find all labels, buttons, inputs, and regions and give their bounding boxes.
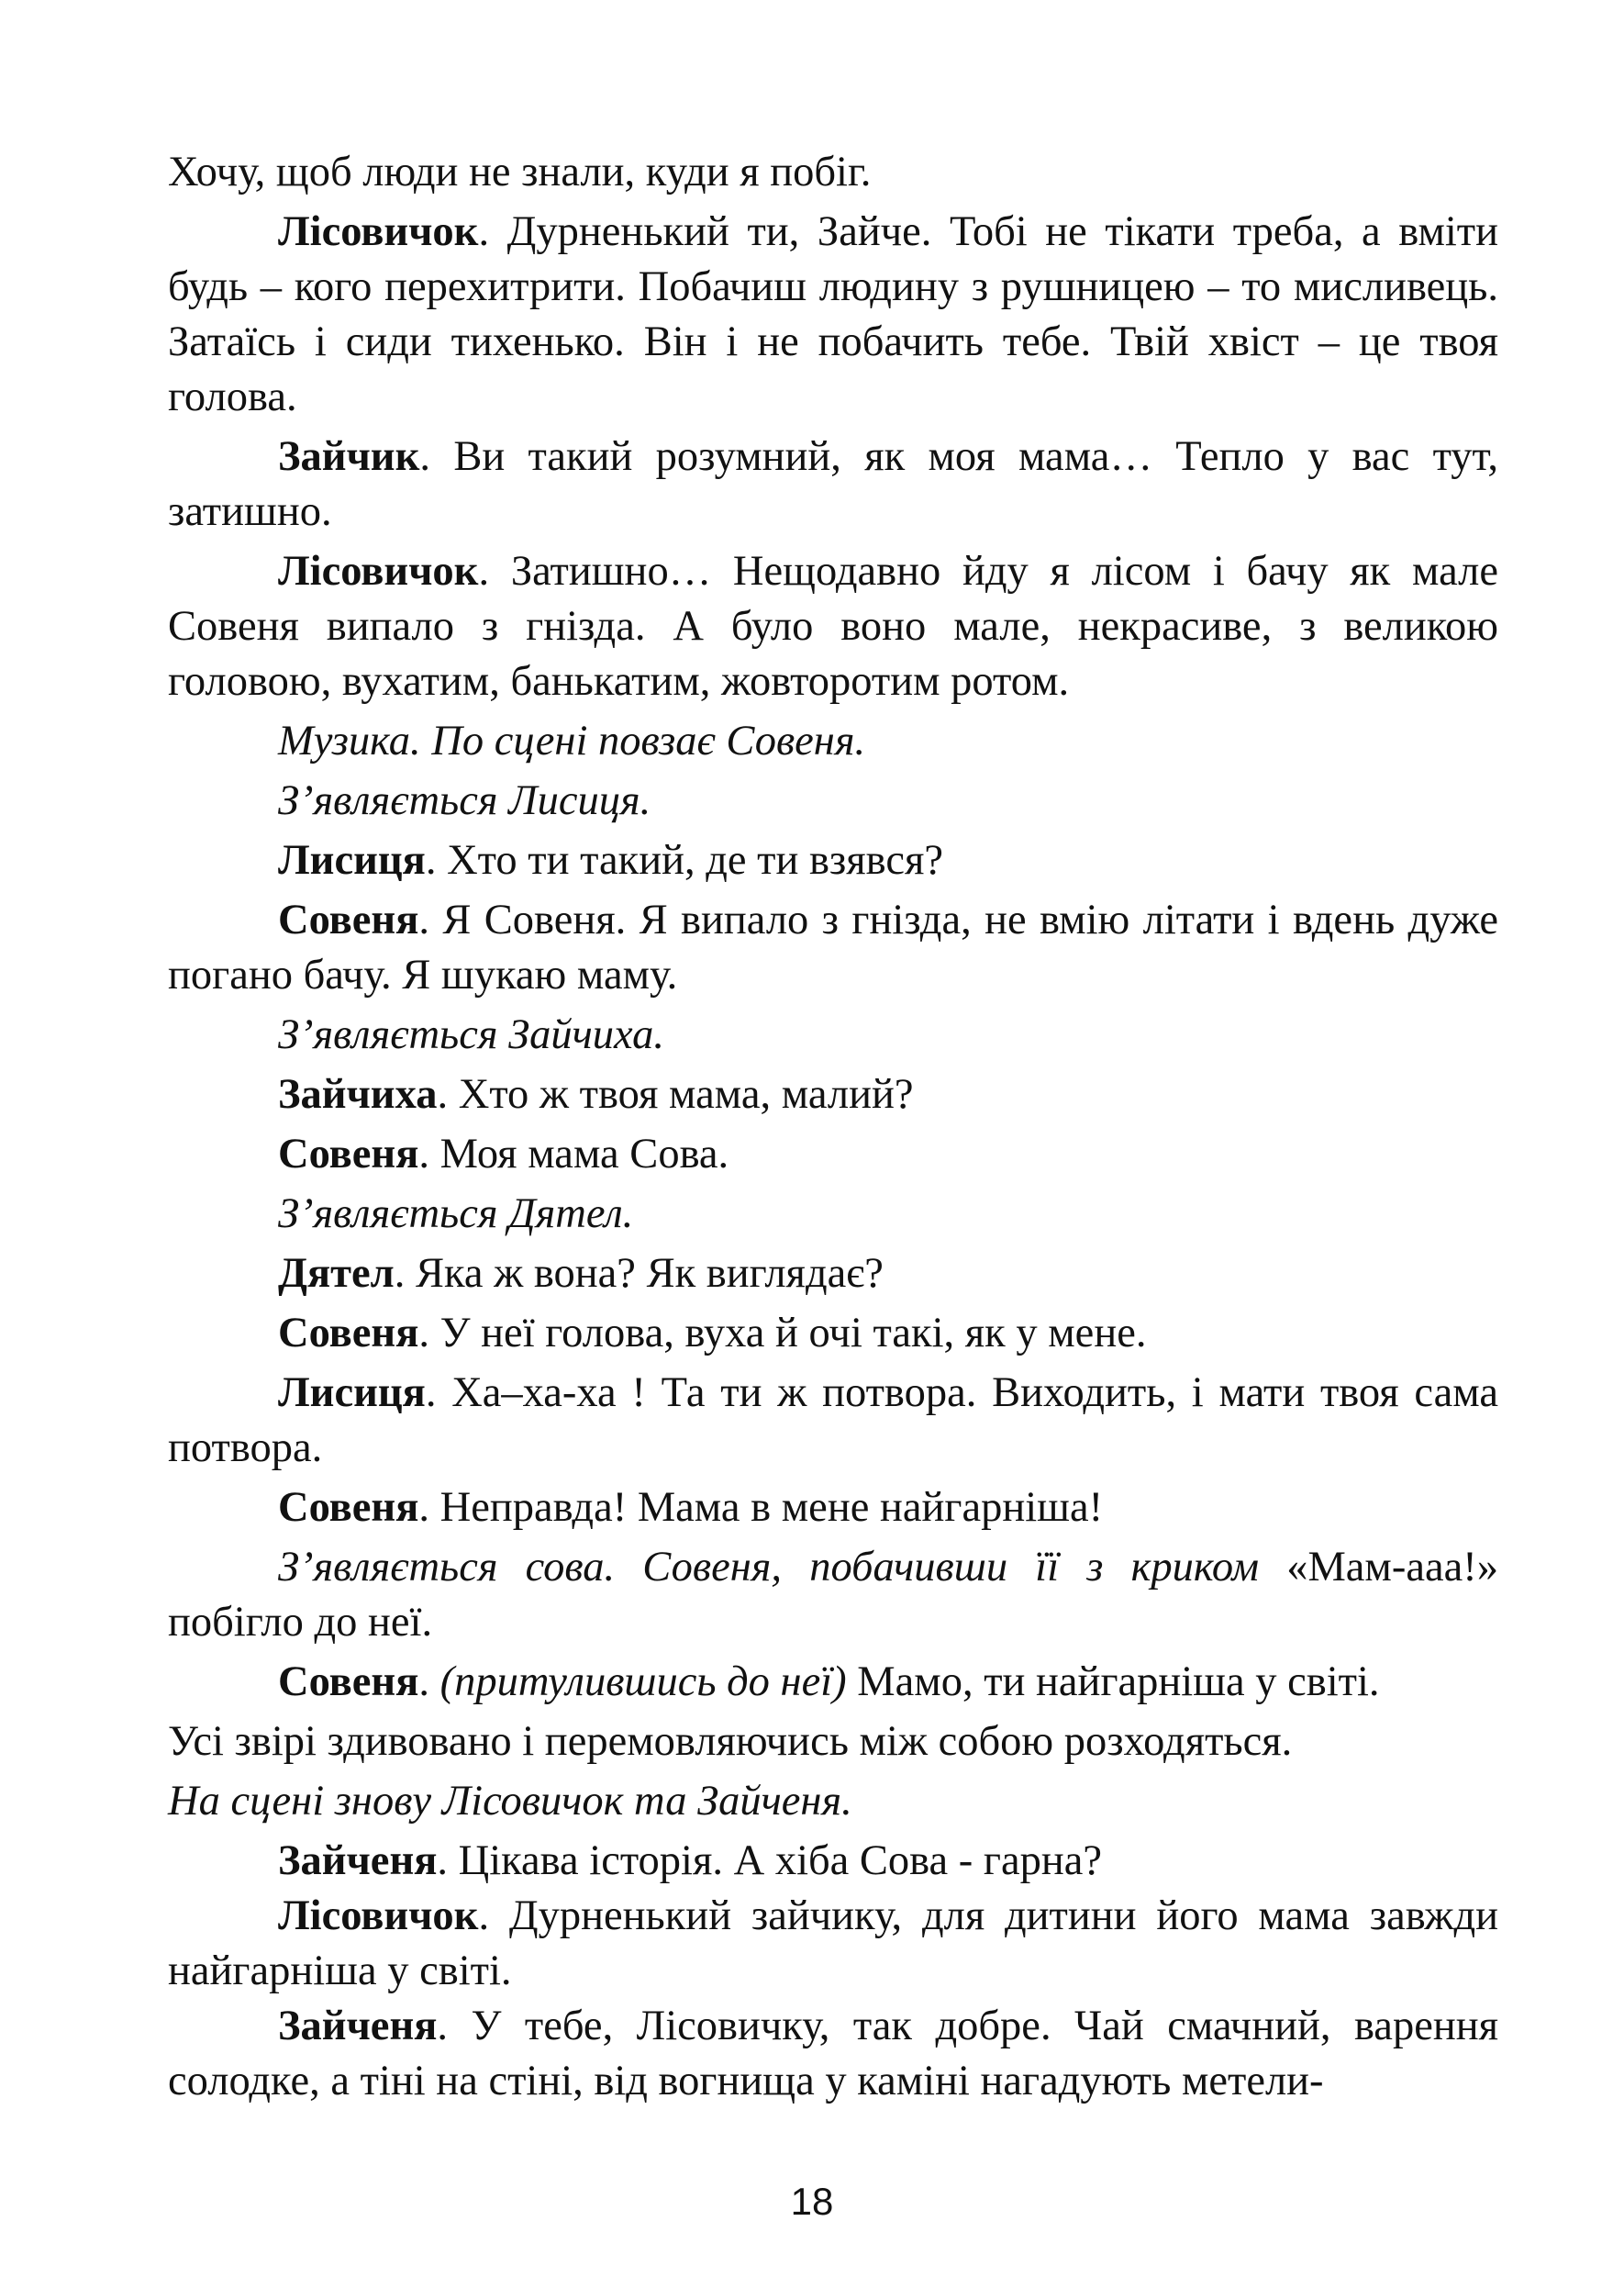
stage-direction-mixed — [168, 1540, 1498, 1650]
dialogue-text: . Хто ти такий, де ти взявся? — [425, 837, 944, 884]
speaker-name: Лісовичок — [278, 548, 479, 595]
dialogue-text: . Я Совеня. Я випало з гнізда, не вмію літати і вдень дуже погано бачу. Я шукаю маму. — [168, 897, 1498, 999]
dialogue-line — [168, 1306, 1498, 1361]
stage-direction — [168, 774, 1498, 829]
dialogue-line — [168, 1655, 1498, 1710]
document-body — [168, 145, 1498, 2109]
speaker-name: Совеня — [278, 1658, 419, 1705]
dialogue-line — [168, 893, 1498, 1003]
speaker-name: Дятел — [278, 1250, 395, 1297]
speaker-name: Лисиця — [278, 1369, 426, 1416]
speaker-name: Зайчиха — [278, 1071, 438, 1118]
dialogue-text: . У неї голова, вуха й очі такі, як у мене. — [418, 1310, 1147, 1356]
stage-direction-text: З’являється сова. Совеня, побачивши її з криком — [278, 1544, 1287, 1591]
dialogue-text: . Моя мама Сова. — [418, 1131, 729, 1178]
page-number: 18 — [790, 2180, 834, 2223]
paragraph-content: Хочу, щоб люди не знали, куди я побіг. — [168, 149, 872, 195]
dialogue-text: . Хто ж твоя мама, малий? — [437, 1071, 914, 1118]
dialogue-line — [168, 1889, 1498, 1999]
dialogue-text: . Неправда! Мама в мене найгарніша! — [418, 1484, 1104, 1531]
dialogue-line — [168, 1480, 1498, 1535]
dialogue-text: . Ви такий розумний, як моя мама… Тепло у вас тут, затишно. — [168, 433, 1498, 535]
dialogue-punctuation: . — [418, 1658, 440, 1705]
speaker-name: Лісовичок — [278, 1892, 479, 1939]
speaker-name: Зайченя — [278, 1837, 438, 1884]
stage-direction-text: На сцені знову Лісовичок та Зайченя. — [168, 1778, 852, 1825]
paragraph-content: «Мам-ааа!» побігло до неї. — [168, 1544, 1498, 1646]
dialogue-text: Мамо, ти найгарніша у світі. — [846, 1658, 1380, 1705]
speaker-name: Совеня — [278, 897, 419, 943]
stage-direction — [168, 1187, 1498, 1242]
dialogue-text: . Яка ж вона? Як виглядає? — [394, 1250, 884, 1297]
speaker-name: Совеня — [278, 1310, 419, 1356]
dialogue-line — [168, 833, 1498, 888]
dialogue-line — [168, 1999, 1498, 2109]
dialogue-line — [168, 430, 1498, 540]
dialogue-text: . Ха–ха-ха ! Та ти ж потвора. Виходить, і мати твоя сама потвора. — [168, 1369, 1498, 1471]
stage-direction-text: З’являється Зайчиха. — [278, 1011, 664, 1058]
dialogue-text: . Затишно… Нещодавно йду я лісом і бачу як мале Совеня випало з гнізда. А було воно мале, некрасиве, з великою головою, вухатим, банькатим, жовторотим ротом. — [168, 548, 1498, 705]
speaker-name: Совеня — [278, 1131, 419, 1178]
dialogue-text: . Цікава історія. А хіба Сова - гарна? — [437, 1837, 1103, 1884]
dialogue-line — [168, 1834, 1498, 1889]
stage-direction — [168, 1774, 1498, 1829]
dialogue-line — [168, 1127, 1498, 1182]
stage-direction — [168, 714, 1498, 769]
paragraph-content: Усі звірі здивовано і перемовляючись між собою розходяться. — [168, 1718, 1293, 1765]
speaker-name: Лісовичок — [278, 208, 479, 255]
paragraph-text — [168, 145, 1498, 200]
speaker-name: Зайчик — [278, 433, 420, 480]
dialogue-text: . У тебе, Лісовичку, так добре. Чай смачний, варення солодке, а тіні на стіні, від вогнища у каміні нагадують метели- — [168, 2003, 1498, 2104]
stage-direction-text: Музика. По сцені повзає Совеня. — [278, 718, 866, 765]
stage-direction-text: З’являється Лисиця. — [278, 777, 651, 824]
speaker-name: Совеня — [278, 1484, 419, 1531]
stage-direction — [168, 1008, 1498, 1063]
speaker-name: Лисиця — [278, 837, 426, 884]
stage-direction-text: З’являється Дятел. — [278, 1190, 634, 1237]
dialogue-line — [168, 544, 1498, 709]
dialogue-text: . Дурненький ти, Зайче. Тобі не тікати треба, а вміти будь – кого перехитрити. Побачиш людину з рушницею – то мисливець. Затаїсь і сиди тихенько. Він і не побачить тебе. Твій хвіст – це твоя голова. — [168, 208, 1498, 420]
dialogue-line — [168, 1366, 1498, 1476]
aside-remark: (притулившись до неї) — [439, 1658, 847, 1705]
speaker-name: Зайченя — [278, 2003, 438, 2049]
dialogue-line — [168, 205, 1498, 425]
dialogue-line — [168, 1246, 1498, 1301]
dialogue-line — [168, 1067, 1498, 1122]
dialogue-text: . Дурненький зайчику, для дитини його мама завжди найгарніша у світі. — [168, 1892, 1498, 1994]
paragraph-text — [168, 1714, 1498, 1769]
